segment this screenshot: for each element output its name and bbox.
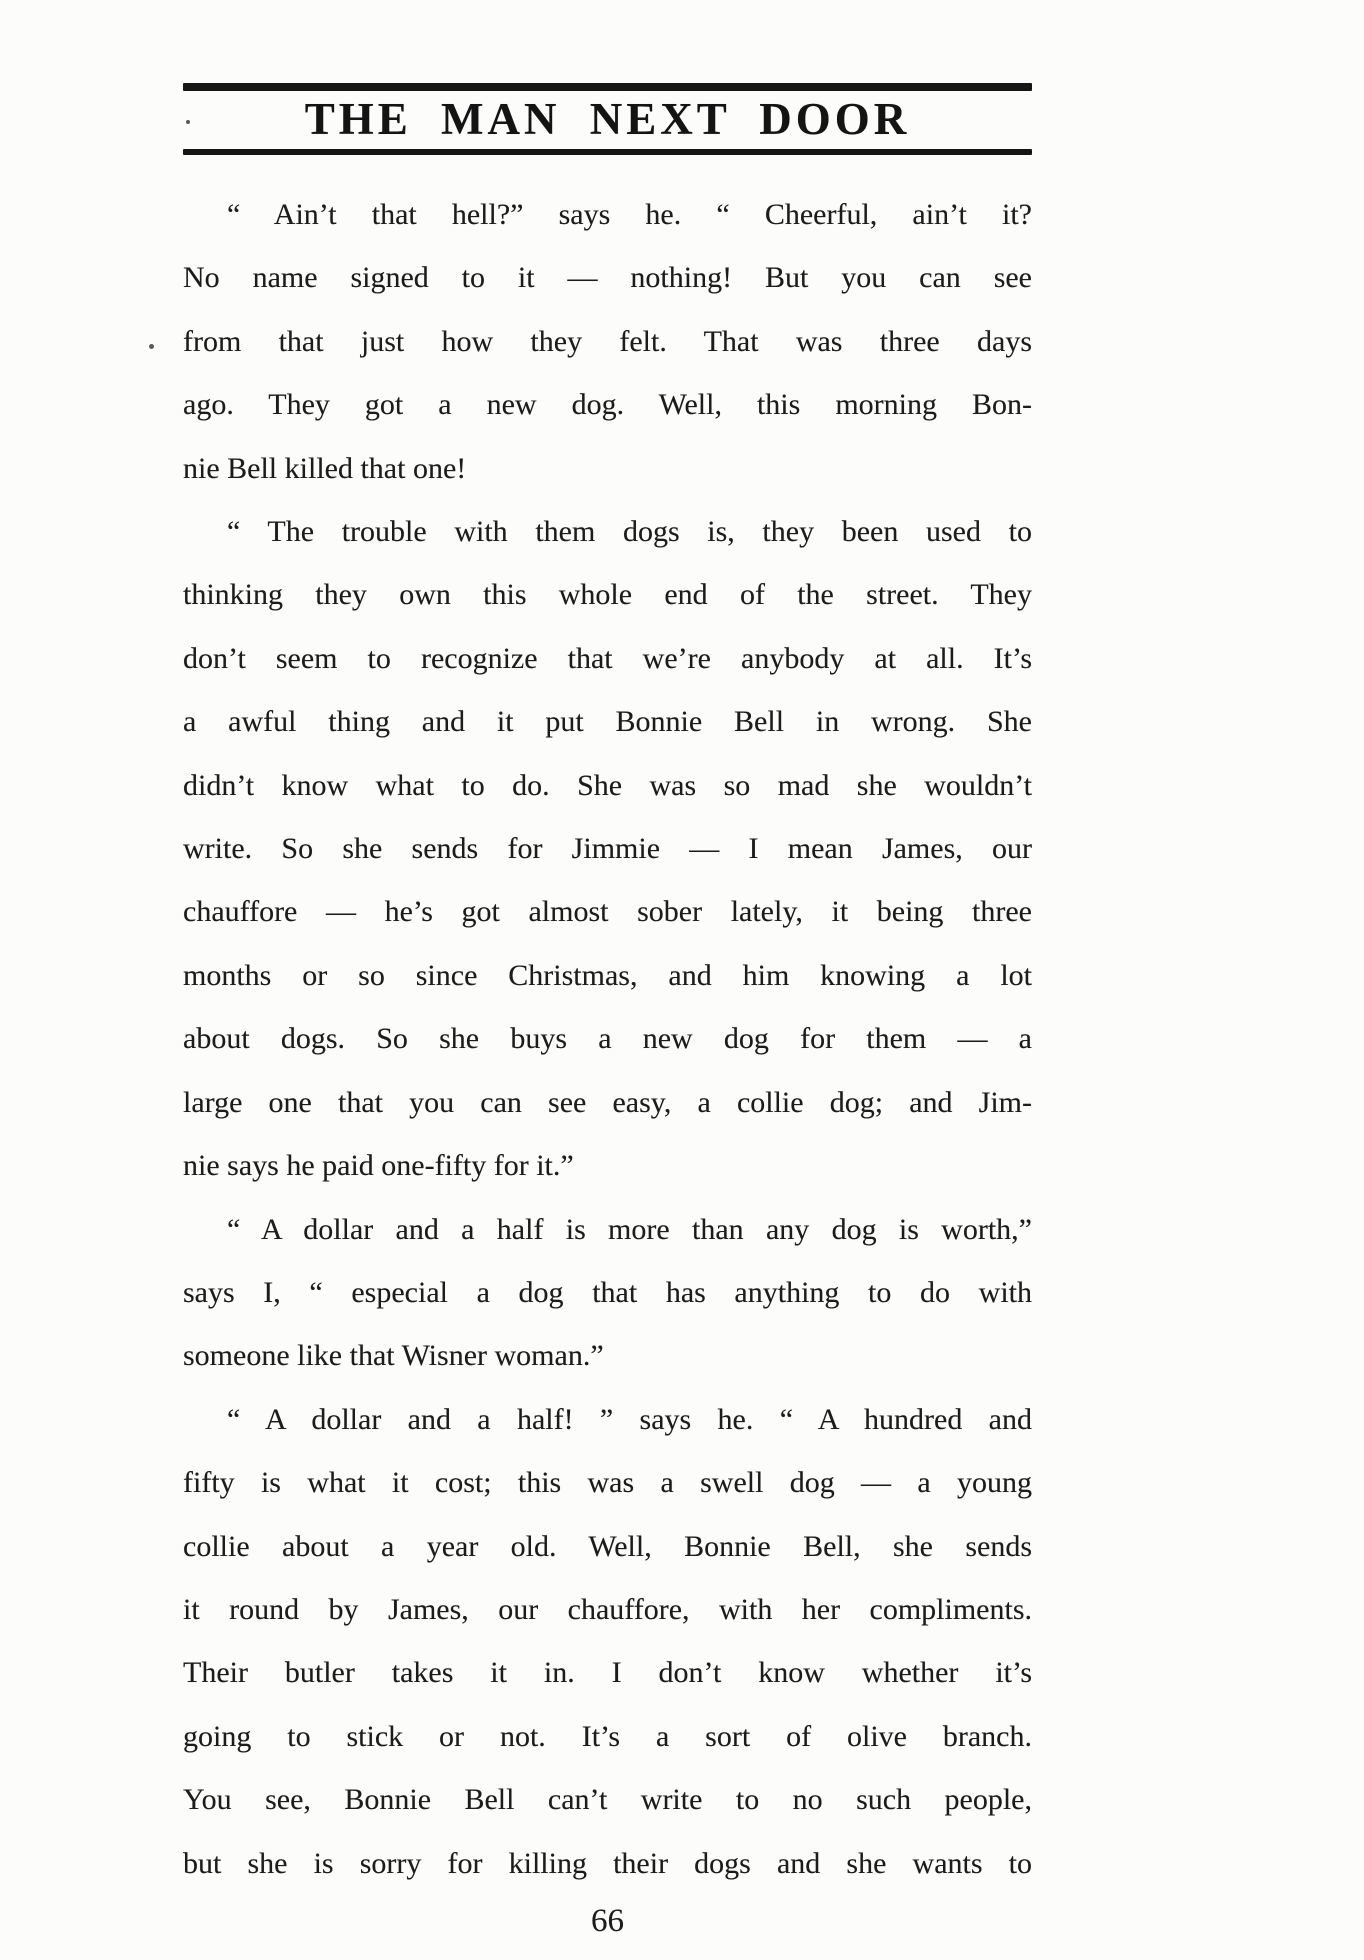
text-line: “ Ain’t that hell?” says he. “ Cheerful, ain’t it? — [227, 198, 1032, 231]
text-line: Their butler takes it in. I don’t know whether it’s — [183, 1656, 1032, 1690]
text-line: thinking they own this whole end of the street. They — [183, 578, 1032, 612]
top-rule — [183, 83, 1032, 91]
title-rule — [183, 149, 1032, 155]
paragraph — [183, 500, 1032, 1197]
text-line: but she is sorry for killing their dogs and she wants to — [183, 1846, 1032, 1880]
body-text — [183, 183, 1032, 1895]
text-line: large one that you can see easy, a collie dog; and Jim- — [183, 1085, 1032, 1119]
text-line: nie Bell killed that one! — [183, 451, 467, 485]
scan-speck — [149, 344, 154, 349]
text-line: someone like that Wisner woman.” — [183, 1339, 604, 1373]
text-line: from that just how they felt. That was three days — [183, 324, 1032, 358]
text-line: collie about a year old. Well, Bonnie Bell, she sends — [183, 1529, 1032, 1563]
text-line: fifty is what it cost; this was a swell dog — a young — [183, 1466, 1032, 1500]
text-line: don’t seem to recognize that we’re anybody at all. It’s — [183, 641, 1032, 675]
text-line: nie says he paid one-fifty for it.” — [183, 1149, 574, 1183]
text-line: No name signed to it — nothing! But you can see — [183, 261, 1032, 295]
text-line: write. So she sends for Jimmie — I mean James, our — [183, 832, 1032, 866]
text-line: “ A dollar and a half! ” says he. “ A hundred and — [227, 1402, 1032, 1436]
text-line: ago. They got a new dog. Well, this morning Bon- — [183, 388, 1032, 422]
text-line: going to stick or not. It’s a sort of olive branch. — [183, 1719, 1032, 1753]
page-number: 66 — [591, 1903, 624, 1939]
text-line: says I, “ especial a dog that has anything to do with — [183, 1275, 1032, 1309]
text-line: it round by James, our chauffore, with her compliments. — [183, 1592, 1032, 1626]
paragraph — [183, 1388, 1032, 1895]
text-line: You see, Bonnie Bell can’t write to no such people, — [183, 1783, 1032, 1817]
text-line: “ The trouble with them dogs is, they been used to — [227, 515, 1032, 549]
paragraph — [183, 183, 1032, 500]
page-title: THE MAN NEXT DOOR — [304, 94, 911, 144]
text-line: about dogs. So she buys a new dog for them — a — [183, 1022, 1032, 1056]
text-line: “ A dollar and a half is more than any dog is worth,” — [227, 1212, 1032, 1246]
scan-speck — [186, 120, 190, 124]
text-line: didn’t know what to do. She was so mad she wouldn’t — [183, 768, 1032, 802]
text-line: months or so since Christmas, and him knowing a lot — [183, 958, 1032, 992]
paragraph — [183, 1198, 1032, 1388]
text-line: chauffore — he’s got almost sober lately, it being three — [183, 895, 1032, 929]
text-line: a awful thing and it put Bonnie Bell in wrong. She — [183, 705, 1032, 739]
